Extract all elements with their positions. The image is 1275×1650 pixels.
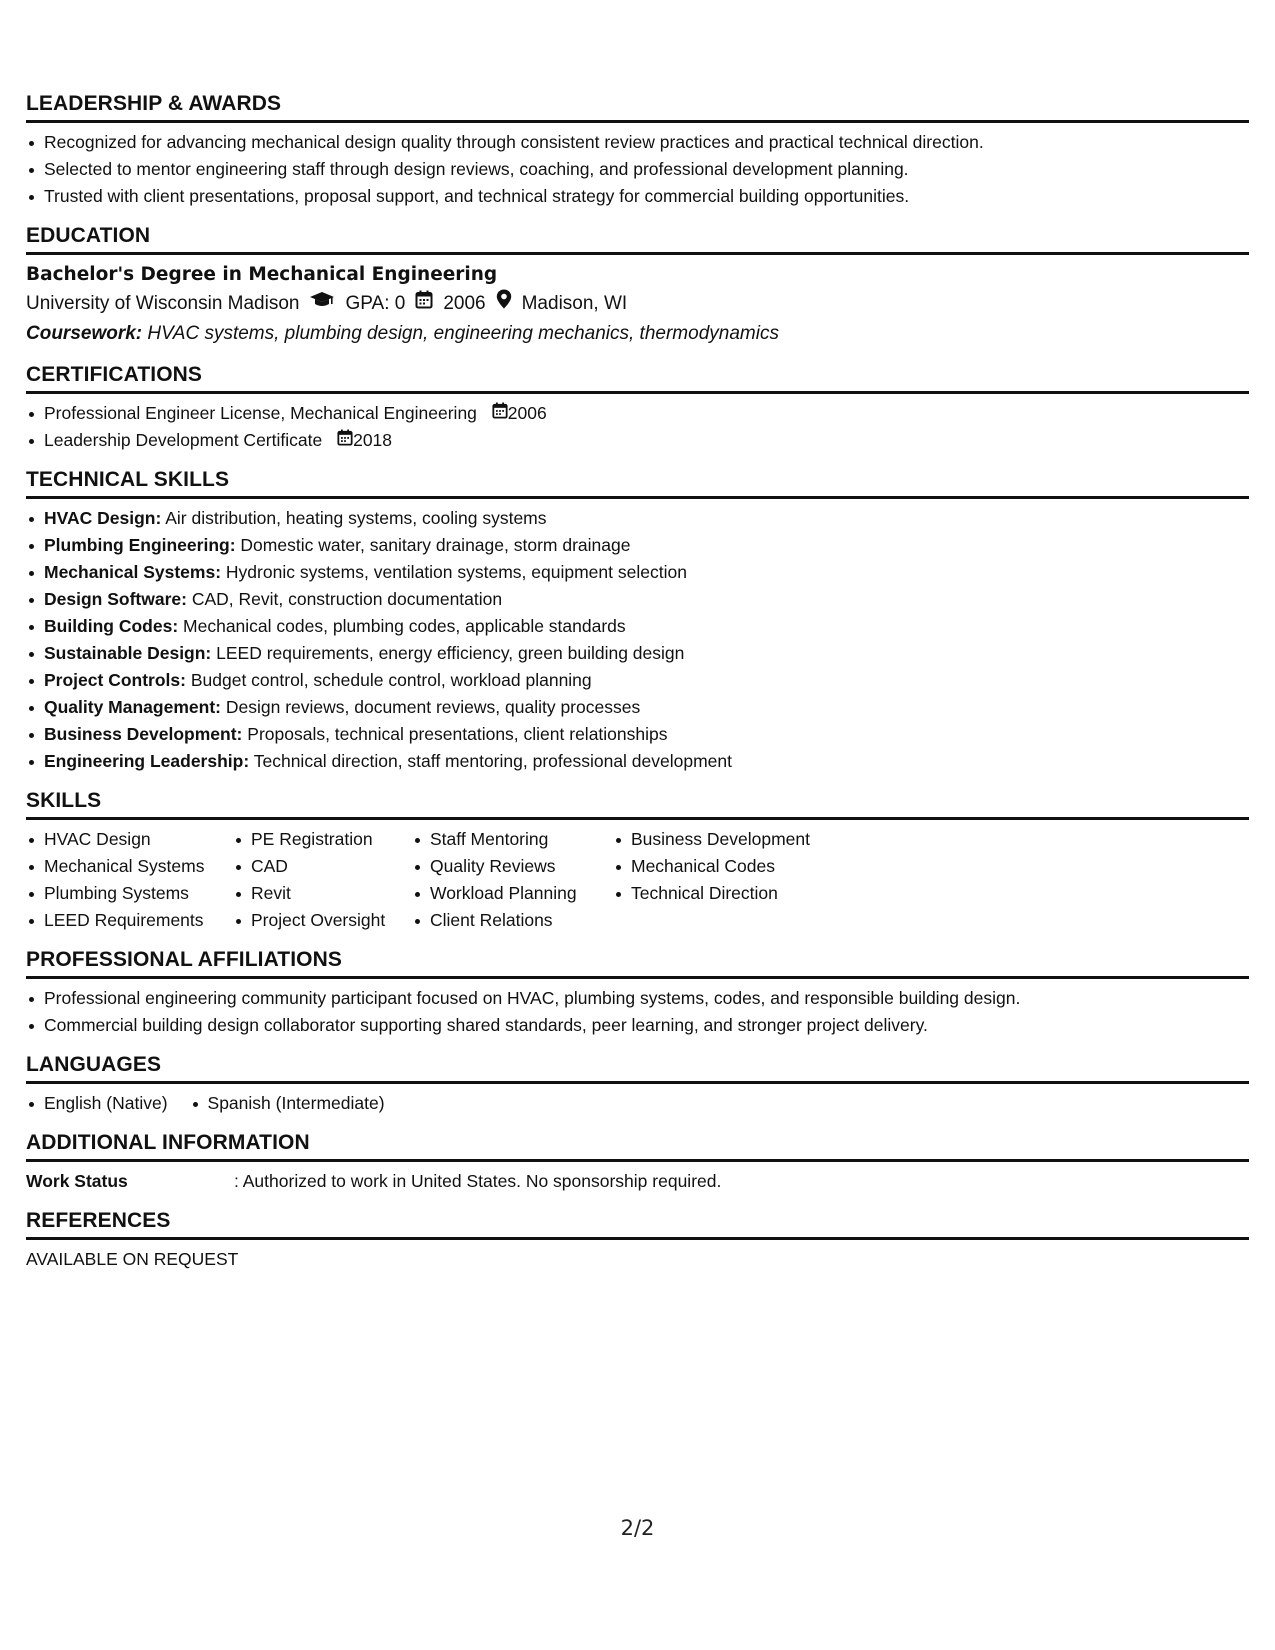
calendar-icon <box>492 400 508 427</box>
section-title: TECHNICAL SKILLS <box>26 468 1249 499</box>
skills-column <box>26 826 233 934</box>
skill-label: Mechanical Systems: <box>44 562 222 582</box>
certifications-section <box>26 363 1249 454</box>
list-item <box>26 721 1249 748</box>
list-item: HVAC Design <box>26 826 233 853</box>
degree-title: Bachelor's Degree in Mechanical Engineering <box>26 264 498 285</box>
list-item: Client Relations <box>412 907 613 934</box>
skills-column <box>412 826 613 934</box>
skill-label: Project Controls: <box>44 670 186 690</box>
languages-list <box>26 1090 1249 1117</box>
skills-grid <box>26 826 1249 934</box>
certification-name: Professional Engineer License, Mechanical Engineering <box>44 403 477 423</box>
list-item <box>26 400 1249 427</box>
list-item: English (Native) <box>26 1090 168 1117</box>
section-title: LANGUAGES <box>26 1053 1249 1084</box>
skill-label: HVAC Design: <box>44 508 162 528</box>
list-item: Commercial building design collaborator supporting shared standards, peer learning, and stronger project delivery. <box>26 1012 1249 1039</box>
skill-text: Proposals, technical presentations, client relationships <box>247 724 668 744</box>
skill-text: Hydronic systems, ventilation systems, equipment selection <box>225 562 687 582</box>
skill-label: Business Development: <box>44 724 243 744</box>
section-title: EDUCATION <box>26 224 1249 255</box>
school-location: Madison, WI <box>521 293 628 314</box>
skill-text: Design reviews, document reviews, quality processes <box>225 697 641 717</box>
list-item: Mechanical Systems <box>26 853 233 880</box>
section-title: ADDITIONAL INFORMATION <box>26 1131 1249 1162</box>
skills-section <box>26 789 1249 934</box>
certification-year: 2006 <box>507 403 547 423</box>
certification-name: Leadership Development Certificate <box>44 430 323 450</box>
skill-text: Mechanical codes, plumbing codes, applicable standards <box>183 616 626 636</box>
list-item <box>26 427 1249 454</box>
list-item <box>26 667 1249 694</box>
school-name: University of Wisconsin Madison <box>26 293 300 314</box>
list-item <box>26 694 1249 721</box>
list-item: PE Registration <box>233 826 412 853</box>
section-title: LEADERSHIP & AWARDS <box>26 92 1249 123</box>
skills-column <box>233 826 412 934</box>
certifications-list <box>26 400 1249 454</box>
references-text: AVAILABLE ON REQUEST <box>26 1249 239 1269</box>
section-title: SKILLS <box>26 789 1249 820</box>
list-item: Mechanical Codes <box>613 853 873 880</box>
list-item: Spanish (Intermediate) <box>190 1090 385 1117</box>
skill-label: Plumbing Engineering: <box>44 535 236 555</box>
skill-text: Air distribution, heating systems, cooling systems <box>165 508 547 528</box>
graduation-cap-icon <box>309 289 335 319</box>
list-item <box>26 586 1249 613</box>
coursework-label: Coursework: <box>26 323 143 344</box>
list-item: CAD <box>233 853 412 880</box>
skill-label: Quality Management: <box>44 697 221 717</box>
section-title: REFERENCES <box>26 1209 1249 1240</box>
technical-skills-list <box>26 505 1249 775</box>
list-item: Technical Direction <box>613 880 873 907</box>
list-item: Project Oversight <box>233 907 412 934</box>
list-item: Trusted with client presentations, proposal support, and technical strategy for commercial building opportunities. <box>26 183 1249 210</box>
resume-page <box>26 92 1249 1287</box>
skill-text: Technical direction, staff mentoring, professional development <box>253 751 733 771</box>
list-item: Recognized for advancing mechanical design quality through consistent review practices and practical technical direction. <box>26 129 1249 156</box>
certification-year: 2018 <box>353 430 393 450</box>
section-title: PROFESSIONAL AFFILIATIONS <box>26 948 1249 979</box>
list-item: Staff Mentoring <box>412 826 613 853</box>
skills-column <box>613 826 873 934</box>
affiliations-list <box>26 985 1249 1039</box>
skill-text: Domestic water, sanitary drainage, storm drainage <box>240 535 631 555</box>
skill-label: Engineering Leadership: <box>44 751 250 771</box>
page-number: 2/2 <box>620 1516 655 1540</box>
list-item: Professional engineering community participant focused on HVAC, plumbing systems, codes, and responsible building design. <box>26 985 1249 1012</box>
list-item <box>26 505 1249 532</box>
list-item <box>26 640 1249 667</box>
skill-label: Building Codes: <box>44 616 179 636</box>
leadership-section <box>26 92 1249 210</box>
graduation-year: 2006 <box>443 293 486 314</box>
skill-text: CAD, Revit, construction documentation <box>191 589 503 609</box>
references-section <box>26 1209 1249 1273</box>
calendar-icon <box>415 289 433 319</box>
list-item <box>26 613 1249 640</box>
list-item: LEED Requirements <box>26 907 233 934</box>
skill-label: Design Software: <box>44 589 187 609</box>
location-pin-icon <box>496 289 512 319</box>
skill-text: LEED requirements, energy efficiency, green building design <box>216 643 685 663</box>
languages-section <box>26 1053 1249 1117</box>
coursework-line <box>26 319 1249 349</box>
list-item <box>26 559 1249 586</box>
list-item: Selected to mentor engineering staff through design reviews, coaching, and professional development planning. <box>26 156 1249 183</box>
skill-label: Sustainable Design: <box>44 643 212 663</box>
skill-text: Budget control, schedule control, workload planning <box>190 670 592 690</box>
education-section <box>26 224 1249 349</box>
affiliations-section <box>26 948 1249 1039</box>
work-status-value: : Authorized to work in United States. No sponsorship required. <box>234 1171 722 1191</box>
list-item: Plumbing Systems <box>26 880 233 907</box>
list-item <box>26 532 1249 559</box>
coursework-text: HVAC systems, plumbing design, engineering mechanics, thermodynamics <box>147 323 779 344</box>
list-item: Workload Planning <box>412 880 613 907</box>
technical-skills-section <box>26 468 1249 775</box>
section-title: CERTIFICATIONS <box>26 363 1249 394</box>
additional-info-section <box>26 1131 1249 1195</box>
work-status-row <box>26 1168 1249 1195</box>
education-details <box>26 289 1249 319</box>
calendar-icon <box>337 427 353 454</box>
list-item: Quality Reviews <box>412 853 613 880</box>
gpa-value: GPA: 0 <box>345 293 406 314</box>
list-item <box>26 748 1249 775</box>
list-item: Revit <box>233 880 412 907</box>
leadership-list <box>26 129 1249 210</box>
list-item: Business Development <box>613 826 873 853</box>
work-status-label: Work Status <box>26 1171 128 1191</box>
